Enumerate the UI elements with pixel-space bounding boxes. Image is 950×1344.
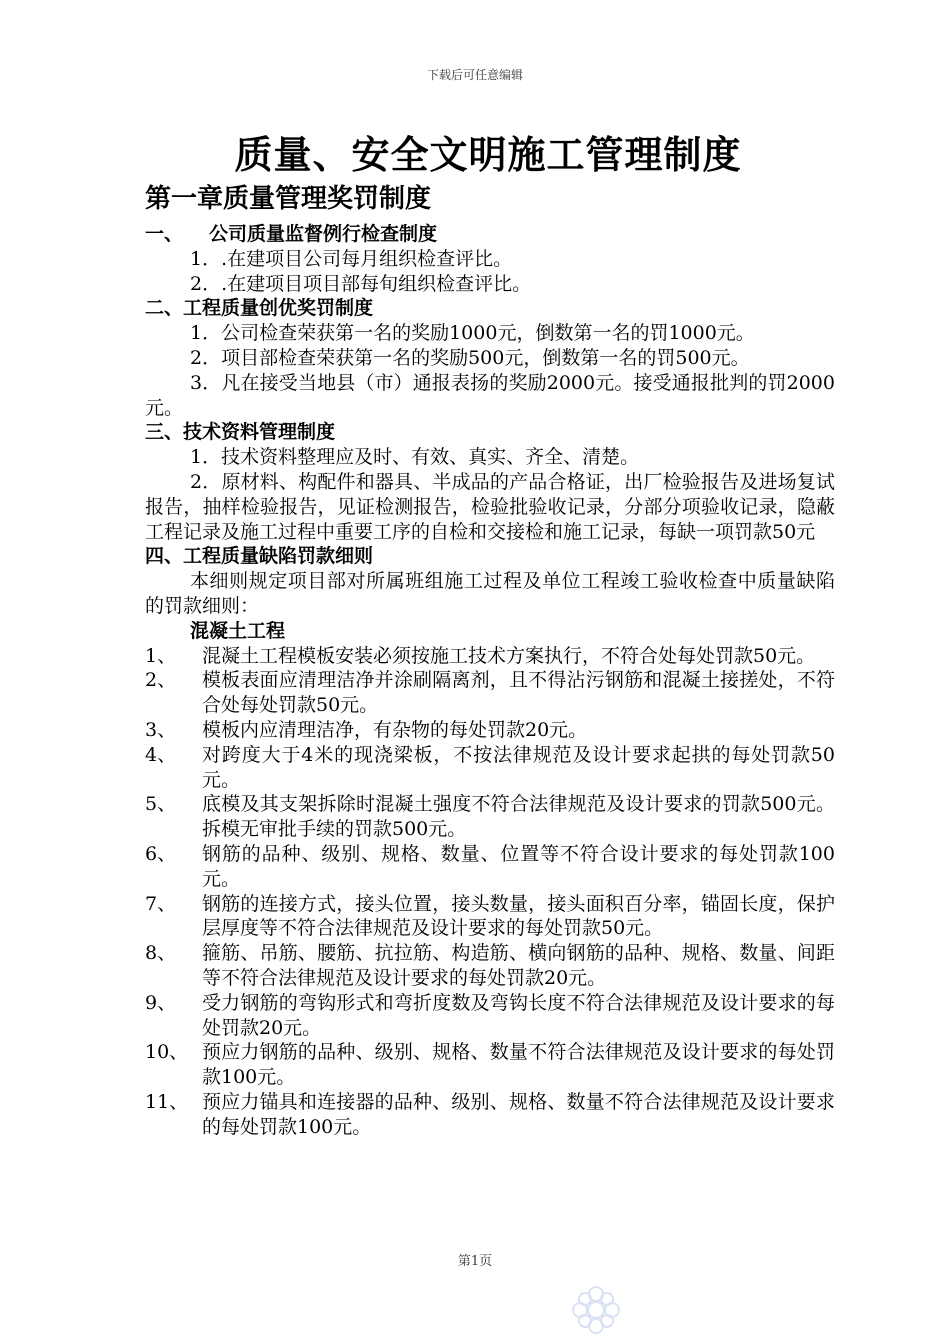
section-1-item: 2．.在建项目项目部每旬组织检查评比。 bbox=[190, 272, 532, 295]
list-item bbox=[145, 892, 835, 942]
list-item bbox=[145, 842, 835, 892]
watermark-flower-icon bbox=[566, 1280, 626, 1340]
section-2-item: 2．项目部检查荣获第一名的奖励500元，倒数第一名的罚500元。 bbox=[190, 346, 750, 369]
document-title: 质量、安全文明施工管理制度 bbox=[234, 132, 742, 177]
list-item-text: 对跨度大于4米的现浇梁板，不按法律规范及设计要求起拱的每处罚款50元。 bbox=[202, 743, 835, 791]
list-item-text: 钢筋的品种、级别、规格、数量、位置等不符合设计要求的每处罚款100元。 bbox=[202, 842, 835, 890]
list-item-text: 箍筋、吊筋、腰筋、抗拉筋、构造筋、横向钢筋的品种、规格、数量、间距等不符合法律规范及设计要求的每处罚款20元。 bbox=[202, 942, 835, 989]
list-item bbox=[145, 1040, 835, 1090]
list-item-number: 6、 bbox=[145, 842, 177, 865]
section-1-title bbox=[145, 222, 835, 247]
list-item-text: 受力钢筋的弯钩形式和弯折度数及弯钩长度不符合法律规范及设计要求的每处罚款20元。 bbox=[202, 991, 835, 1039]
list-item-text: 模板表面应清理洁净并涂刷隔离剂，且不得沾污钢筋和混凝土接搓处，不符合处每处罚款50元。 bbox=[202, 669, 835, 717]
page-number: 第1页 bbox=[457, 1254, 493, 1269]
section-2-item: 1．公司检查荣获第一名的奖励1000元，倒数第一名的罚1000元。 bbox=[190, 322, 755, 345]
list-item-number: 10、 bbox=[145, 1041, 189, 1064]
list-item-number: 3、 bbox=[145, 718, 177, 741]
list-item bbox=[145, 941, 835, 991]
list-item bbox=[145, 1090, 835, 1140]
section-1-number: 一、 bbox=[145, 223, 184, 245]
list-item bbox=[145, 991, 835, 1041]
list-item-text: 预应力钢筋的品种、级别、规格、数量不符合法律规范及设计要求的每处罚款100元。 bbox=[202, 1041, 835, 1089]
list-item-text: 混凝土工程模板安装必须按施工技术方案执行，不符合处每处罚款50元。 bbox=[202, 644, 816, 667]
section-1-label: 公司质量监督例行检查制度 bbox=[209, 223, 438, 245]
list-item bbox=[145, 743, 835, 793]
section-3-title: 三、技术资料管理制度 bbox=[145, 421, 336, 444]
list-item-number: 9、 bbox=[145, 991, 177, 1014]
section-4-intro: 本细则规定项目部对所属班组施工过程及单位工程竣工验收检查中质量缺陷的罚款细则： bbox=[145, 570, 835, 617]
concrete-subtitle: 混凝土工程 bbox=[190, 619, 286, 642]
list-item bbox=[145, 792, 835, 842]
list-item-text: 钢筋的连接方式，接头位置，接头数量，接头面积百分率，锚固长度，保护层厚度等不符合法律规范及设计要求的每处罚款50元。 bbox=[202, 892, 835, 940]
section-2-title: 二、工程质量创优奖罚制度 bbox=[145, 297, 374, 320]
section-1-item: 1．.在建项目公司每月组织检查评比。 bbox=[190, 247, 513, 270]
list-item-number: 7、 bbox=[145, 892, 177, 915]
document-body bbox=[145, 182, 835, 1139]
list-item-text: 底模及其支架拆除时混凝土强度不符合法律规范及设计要求的罚款500元。拆模无审批手续的罚款500元。 bbox=[202, 793, 835, 841]
list-item bbox=[145, 718, 835, 743]
list-item-number: 2、 bbox=[145, 669, 177, 692]
list-item-text: 预应力锚具和连接器的品种、级别、规格、数量不符合法律规范及设计要求的每处罚款100元。 bbox=[202, 1090, 835, 1138]
list-item-text: 模板内应清理洁净，有杂物的每处罚款20元。 bbox=[202, 718, 588, 741]
list-item-number: 4、 bbox=[145, 743, 177, 766]
chapter-title: 第一章质量管理奖罚制度 bbox=[145, 184, 432, 214]
list-item-number: 5、 bbox=[145, 793, 177, 816]
list-item-number: 8、 bbox=[145, 942, 177, 965]
list-item bbox=[145, 668, 835, 718]
list-item-number: 11、 bbox=[145, 1090, 189, 1113]
list-item-number: 1、 bbox=[145, 644, 177, 667]
list-item bbox=[145, 644, 835, 669]
section-3-item: 2．原材料、构配件和器具、半成品的产品合格证，出厂检验报告及进场复试报告，抽样检验报告，见证检测报告，检验批验收记录，分部分项验收记录，隐蔽工程记录及施工过程中重要工序的自检和交接检和施工记录，每缺一项罚款50元 bbox=[145, 470, 835, 543]
section-4-title: 四、工程质量缺陷罚款细则 bbox=[145, 545, 374, 568]
header-note: 下载后可任意编辑 bbox=[426, 68, 523, 82]
section-2-item: 3．凡在接受当地县（市）通报表扬的奖励2000元。接受通报批判的罚2000元。 bbox=[145, 371, 835, 419]
section-3-item: 1．技术资料整理应及时、有效、真实、齐全、清楚。 bbox=[190, 446, 640, 469]
